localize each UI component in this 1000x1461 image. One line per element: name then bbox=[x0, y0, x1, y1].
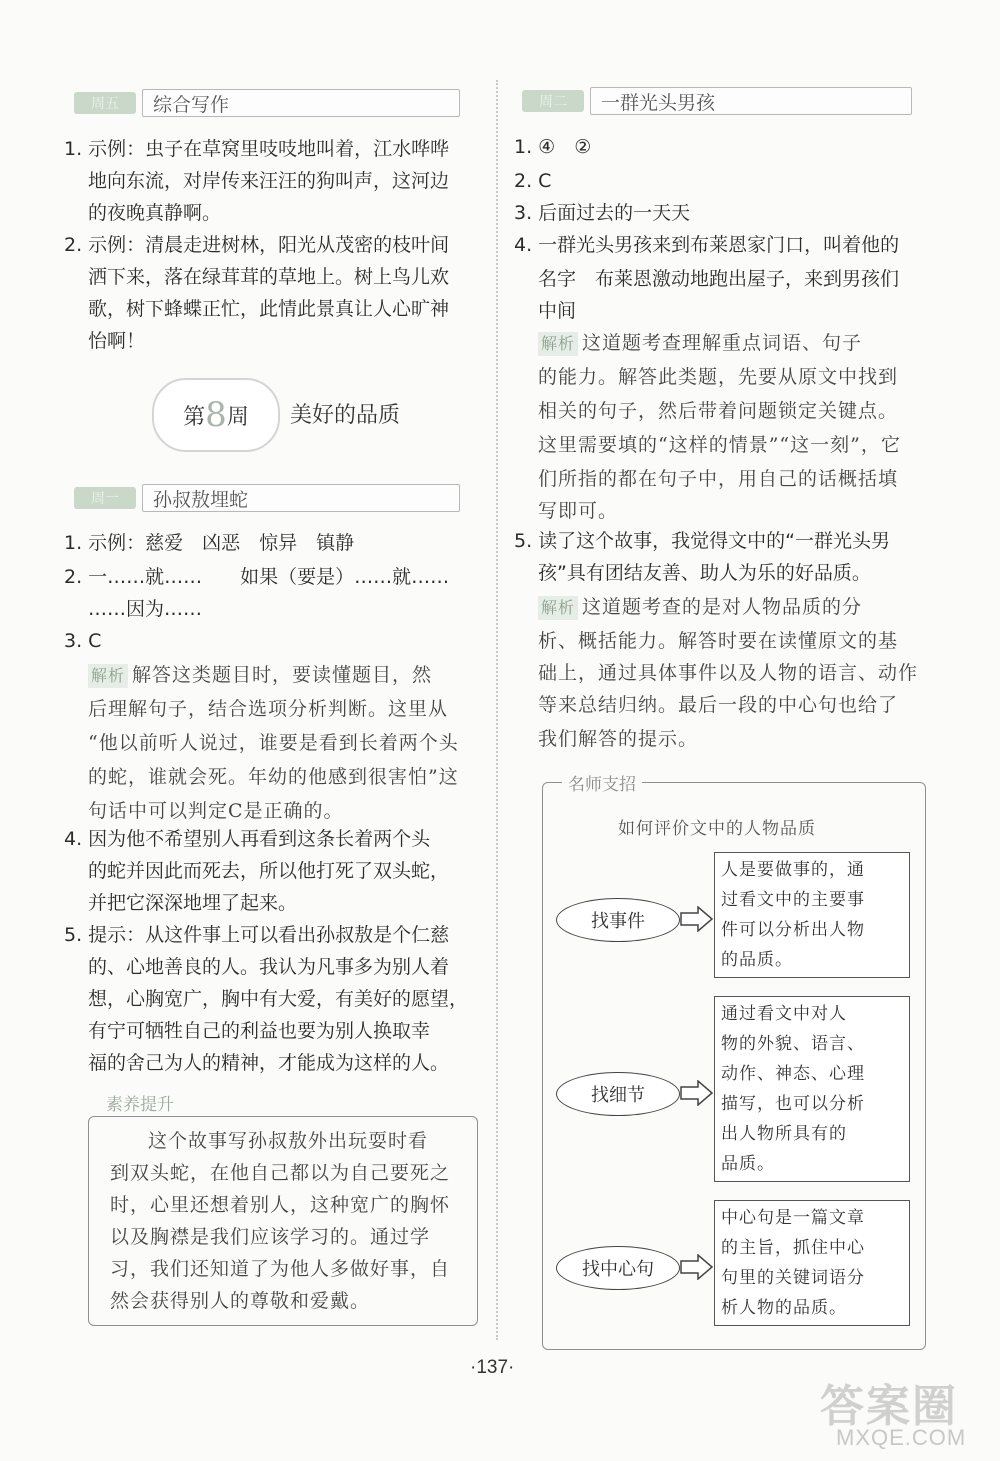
section-header-day1 bbox=[74, 483, 460, 513]
arrow-right-icon bbox=[680, 906, 714, 932]
day-tag: 周一 bbox=[74, 487, 136, 509]
page-number: ·137· bbox=[470, 1357, 515, 1378]
desc-line: 的品质。 bbox=[721, 950, 793, 970]
desc-line: 通过看文中对人 bbox=[721, 1004, 847, 1024]
answer-line: 5. 读了这个故事，我觉得文中的“一群光头男 bbox=[514, 530, 891, 552]
answer-line: 的蛇并因此而死去，所以他打死了双头蛇， bbox=[88, 860, 450, 882]
answer-line: 并把它深深地埋了起来。 bbox=[88, 892, 298, 914]
answer-line: 的、心地善良的人。我认为凡事多为别人着 bbox=[88, 956, 450, 978]
analysis-line: 的蛇，谁就会死。年幼的他感到很害怕”这 bbox=[88, 766, 459, 788]
week-title: 美好的品质 bbox=[290, 403, 401, 428]
answer-line: 想，心胸宽广，胸中有大爱，有美好的愿望， bbox=[88, 988, 469, 1010]
answer-line: 洒下来，落在绿茸茸的草地上。树上鸟儿欢 bbox=[88, 266, 450, 288]
analysis-line: “他以前听人说过，谁要是看到长着两个头 bbox=[88, 732, 459, 754]
desc-line: 中心句是一篇文章 bbox=[721, 1208, 865, 1228]
answer-line: 的夜晚真静啊。 bbox=[88, 202, 222, 224]
day-tag: 周二 bbox=[522, 90, 584, 112]
answer-line: 孩”具有团结友善、助人为乐的好品质。 bbox=[538, 562, 871, 584]
answer-line: 2. 示例：清晨走进树林，阳光从茂密的枝叶间 bbox=[64, 234, 450, 256]
method-oval: 找事件 bbox=[556, 898, 680, 942]
analysis-text: 这道题考查的是对人物品质的分 bbox=[582, 596, 863, 618]
tip-label: 名师支招 bbox=[562, 770, 642, 795]
literacy-line: 到双头蛇，在他自己都以为自己要死之 bbox=[110, 1162, 451, 1184]
method-desc bbox=[714, 852, 910, 978]
analysis-label: 解析 bbox=[88, 664, 128, 688]
analysis-line: 们所指的都在句子中，用自己的话概括填 bbox=[538, 468, 899, 490]
desc-line: 出人物所具有的 bbox=[721, 1124, 847, 1144]
analysis-text: 解答这类题目时，要读懂题目，然 bbox=[132, 664, 433, 686]
analysis-line: 相关的句子，然后带着问题锁定关键点。 bbox=[538, 400, 899, 422]
analysis-line bbox=[538, 592, 862, 622]
desc-line: 的主旨，抓住中心 bbox=[721, 1238, 865, 1258]
literacy-line: 时，心里还想着别人，这种宽广的胸怀 bbox=[110, 1194, 451, 1216]
answer-line: ……因为…… bbox=[88, 598, 203, 620]
answer-line: 4. 因为他不希望别人再看到这条长着两个头 bbox=[64, 828, 431, 850]
answer-line: 3. 后面过去的一天天 bbox=[514, 202, 691, 224]
analysis-label: 解析 bbox=[538, 332, 578, 356]
literacy-line: 习，我们还知道了为他人多做好事，自 bbox=[110, 1258, 451, 1280]
section-title: 一群光头男孩 bbox=[590, 87, 912, 115]
answer-line: 福的舍己为人的精神，才能成为这样的人。 bbox=[88, 1052, 450, 1074]
answer-line: 1. 示例：慈爱 凶恶 惊异 镇静 bbox=[64, 532, 355, 554]
answer-line: 名字 布莱恩激动地跑出屋子，来到男孩们 bbox=[538, 268, 900, 290]
analysis-line: 础上，通过具体事件以及人物的语言、动作 bbox=[538, 662, 919, 684]
analysis-line bbox=[88, 660, 432, 690]
answer-line: 2. C bbox=[514, 170, 552, 192]
watermark-url: MXQE.COM bbox=[836, 1425, 967, 1450]
day-tag: 周五 bbox=[74, 92, 136, 114]
analysis-line bbox=[538, 328, 862, 358]
watermark-logo: 答案圈 bbox=[820, 1381, 958, 1432]
literacy-line: 这个故事写孙叔敖外出玩耍时看 bbox=[148, 1130, 429, 1152]
desc-line: 句里的关键词语分 bbox=[721, 1268, 865, 1288]
desc-line: 物的外貌、语言、 bbox=[721, 1034, 865, 1054]
answer-line: 歌，树下蜂蝶正忙，此情此景真让人心旷神 bbox=[88, 298, 450, 320]
tip-heading: 如何评价文中的人物品质 bbox=[618, 819, 816, 839]
week-prefix: 第 bbox=[183, 404, 206, 430]
arrow-right-icon bbox=[680, 1080, 714, 1106]
arrow-right-icon bbox=[680, 1254, 714, 1280]
answer-line: 有宁可牺牲自己的利益也要为别人换取幸 bbox=[88, 1020, 431, 1042]
desc-line: 动作、神态、心理 bbox=[721, 1064, 865, 1084]
section-header-day5 bbox=[74, 88, 460, 118]
section-title: 综合写作 bbox=[142, 89, 460, 117]
literacy-line: 以及胸襟是我们应该学习的。通过学 bbox=[110, 1226, 431, 1248]
analysis-line: 我们解答的提示。 bbox=[538, 728, 699, 750]
section-title: 孙叔敖埋蛇 bbox=[142, 484, 460, 512]
desc-line: 件可以分析出人物 bbox=[721, 920, 865, 940]
answer-line: 1. ④ ② bbox=[514, 136, 592, 158]
desc-line: 过看文中的主要事 bbox=[721, 890, 865, 910]
analysis-line: 析、概括能力。解答时要在读懂原文的基 bbox=[538, 630, 899, 652]
answer-line: 2. 一……就…… 如果（要是）……就…… bbox=[64, 566, 450, 588]
desc-line: 人是要做事的，通 bbox=[721, 860, 865, 880]
week-badge bbox=[152, 378, 280, 452]
answer-line: 1. 示例：虫子在草窝里吱吱地叫着，江水哗哗 bbox=[64, 138, 450, 160]
literacy-label: 素养提升 bbox=[100, 1090, 180, 1115]
week-suffix: 周 bbox=[226, 404, 249, 430]
desc-line: 品质。 bbox=[721, 1154, 775, 1174]
literacy-line: 然会获得别人的尊敬和爱戴。 bbox=[110, 1290, 371, 1312]
analysis-line: 这里需要填的“这样的情景”“这一刻”，它 bbox=[538, 434, 901, 456]
section-header-day2 bbox=[522, 86, 912, 116]
column-divider bbox=[496, 80, 498, 1340]
desc-line: 析人物的品质。 bbox=[721, 1298, 847, 1318]
analysis-line: 的能力。解答此类题，先要从原文中找到 bbox=[538, 366, 899, 388]
answer-line: 3. C bbox=[64, 630, 102, 652]
week-number: 8 bbox=[205, 395, 227, 435]
method-oval: 找中心句 bbox=[556, 1246, 680, 1290]
analysis-line: 等来总结归纳。最后一段的中心句也给了 bbox=[538, 694, 899, 716]
answer-line: 怡啊！ bbox=[88, 330, 146, 352]
analysis-label: 解析 bbox=[538, 596, 578, 620]
answer-line: 中间 bbox=[538, 300, 577, 322]
desc-line: 描写，也可以分析 bbox=[721, 1094, 865, 1114]
answer-line: 地向东流，对岸传来汪汪的狗叫声，这河边 bbox=[88, 170, 450, 192]
analysis-line: 写即可。 bbox=[538, 500, 619, 522]
method-oval: 找细节 bbox=[556, 1072, 680, 1116]
method-desc bbox=[714, 996, 910, 1182]
analysis-line: 句话中可以判定C是正确的。 bbox=[88, 800, 344, 822]
method-desc bbox=[714, 1200, 910, 1326]
analysis-line: 后理解句子，结合选项分析判断。这里从 bbox=[88, 698, 449, 720]
answer-line: 4. 一群光头男孩来到布莱恩家门口，叫着他的 bbox=[514, 234, 900, 256]
analysis-text: 这道题考查理解重点词语、句子 bbox=[582, 332, 863, 354]
answer-line: 5. 提示：从这件事上可以看出孙叔敖是个仁慈 bbox=[64, 924, 450, 946]
